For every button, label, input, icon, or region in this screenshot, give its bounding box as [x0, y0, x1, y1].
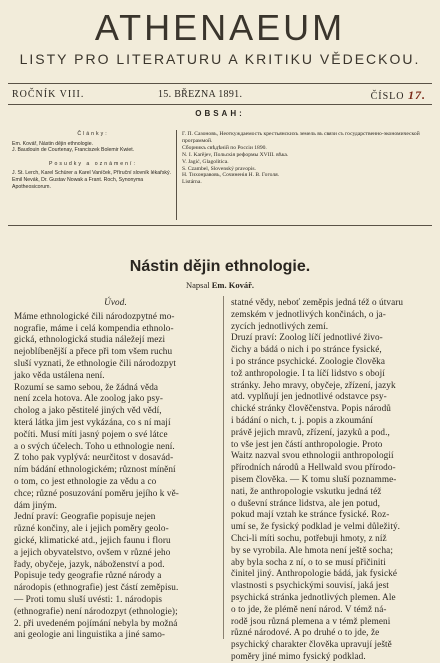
issue-number [371, 88, 426, 104]
article-column-right [231, 297, 429, 663]
top-rule [8, 83, 432, 84]
text-line: rodě jsou různá plemena a v témž plemeni [231, 615, 391, 626]
article-author: Em. Kovář. [211, 280, 254, 290]
text-line: statné vědy, neboť zeměpis jedná též o útvaru [231, 297, 404, 307]
journal-subtitle: LISTY PRO LITERATURU A KRITIKU VĚDECKOU. [19, 51, 421, 67]
text-line: aby byla socha z ní, o to se musí přičiniti [231, 556, 386, 567]
issue-number-value: 17. [408, 88, 426, 102]
text-line: ním bádání ethnologickém; různost mínění [14, 464, 176, 475]
contents-heading: OBSAH: [195, 109, 245, 118]
byline-prefix: Napsal [186, 280, 210, 290]
text-line: Chci-li míti sochu, potřebuji hmoty, z níž [231, 532, 387, 543]
text-line: nejoblíbenější a přece při tom všem ruchu [14, 346, 173, 357]
text-line: a jejich obyvatelstvo, ovšem v různé jeho [14, 546, 171, 557]
text-line: i bádání o nich, t. j. popis a zkoumání [231, 414, 373, 425]
contents-entry: S. Czambel, Slovenský pravopis. [182, 165, 256, 172]
text-line: psychický charakter člověka upravují ještě [231, 639, 392, 650]
text-line: Máme ethnologické čili národozpytné mo- [14, 310, 175, 321]
text-line: umí se, že fysický podklad je velmi důležitý. [231, 521, 401, 532]
text-line: pisem člověka. — K tomu sluší poznamme- [231, 473, 397, 484]
contents-entry: Em. Kovář, Nástin dějin ethnologie. [12, 140, 94, 147]
text-line: (ethnografie) není národozpyt (ethnologie); [14, 605, 178, 616]
text-line: různé končiny, ale i jejich poměry geolo- [14, 523, 169, 534]
contents-divider [176, 130, 177, 220]
issue-date: 15. BŘEZNA 1891. [158, 89, 243, 100]
article-byline [0, 280, 440, 290]
volume-label: ROČNÍK VIII. [12, 89, 85, 100]
text-line: tož anthropologie. I ta líčí lidstvo s obojí [231, 367, 385, 378]
contents-section-title: Články: [77, 131, 109, 137]
text-line: Waitz nazval svou ethnologii anthropologií [231, 450, 394, 461]
text-line: počíti. Musí míti jasný pojem o své látce [14, 428, 168, 439]
text-line: atd. vyplňují jen jednotlivé odstavce psy- [231, 391, 387, 402]
text-line: i po stránce psychické. Zoologie člověka [231, 355, 386, 366]
text-line: ani geologie ani linguistika a jiné samo- [14, 629, 166, 640]
text-line: pokud mají vztah ke stránce fysické. Roz- [231, 509, 390, 520]
text-line: to vše jest jen částí anthropologie. Proto [231, 438, 383, 449]
contents-section-title: Posudky a oznámení: [49, 160, 137, 167]
text-line: Druzí praví: Zoolog líčí jednotlivé živo- [231, 332, 383, 343]
text-line: národopis (ethnografie) jest částí zeměpisu. [14, 582, 179, 593]
article-title: Nástin dějin ethnologie. [129, 258, 311, 275]
contents-entry: J. Baudouin de Courtenay, Franciszek Bolemir Kwiet. [12, 147, 135, 154]
text-line: jako věda ustálena není. [14, 369, 105, 380]
text-line: stránky. Jeho mravy, obyčeje, zřízení, jazyk [231, 379, 396, 390]
contents-bottom-rule [8, 225, 432, 226]
text-line: a o svých účelech. Toho u ethnologie není. [14, 440, 175, 451]
contents-entry: N. I. Karějev, Польскія реформы XVIII. вѣка. [182, 151, 289, 158]
text-line: Jední praví: Geografie popisuje nejen [14, 511, 156, 522]
text-line: zycích jednotlivých zemí. [231, 320, 329, 331]
text-line: cholog a jako pěstitelé jiných věd vědí, [14, 405, 162, 416]
text-line: která látka jim jest vykázána, co s ní mají [14, 416, 171, 427]
text-line: vlastnosti s psychickými souvisí, jaká jest [231, 580, 389, 591]
text-line: Popisuje tedy geografie různé národy a [14, 570, 162, 581]
text-line: poměry jiné mimo fysický podklad. [231, 650, 366, 661]
text-line: gické, klimatické atd., jejich faunu i floru [14, 534, 171, 545]
text-line: chické stránky člověčenstva. Popis národů [231, 403, 391, 414]
text-line: sluší vyznati, že ethnologie čili národozpyt [14, 357, 177, 368]
text-line: činitel jiný. Anthropologie bádá, jak fysické [231, 568, 398, 579]
contents-entry: Emil Nevák, Dr. Gustav Nowak a Frant. Roch, Synonyma Apotheosicorum. [12, 176, 144, 190]
contents-right-column [182, 131, 430, 186]
text-line: Rozumí se samo sebou, že žádná věda [14, 381, 159, 392]
contents-left-column [12, 129, 174, 190]
contents-entry: J. St. Lerch, Karel Schürer a Karel Vaníček, Příruční slovník lékařský. [12, 170, 172, 177]
text-line: chce; různé posuzování poměru jejího k vě- [14, 487, 179, 498]
text-line: dám jiným. [14, 499, 57, 510]
text-line: 2. při uvedeném pojímání nebyla by možná [14, 617, 178, 628]
journal-title: ATHENAEUM [94, 7, 346, 48]
contents-entry: Н. Тихонравовъ, Сочиненія Н. В. Гоголя. [182, 172, 280, 179]
text-line: gická, ethnologická studia náležejí mezi [14, 334, 166, 345]
text-line: právě jejich mravů, zřízení, jazyků a pod., [231, 426, 390, 437]
text-line: o tom, co jest ethnologie za vědu a co [14, 475, 157, 486]
text-line: psychická stránka jednotlivých plemen. Ale [231, 591, 396, 602]
section-heading: Úvod. [104, 297, 127, 307]
issue-info [12, 88, 430, 102]
text-line: čichy a bádá o nich i po stránce fysické, [231, 344, 382, 355]
issue-rule [8, 104, 432, 105]
text-line: o to jde, že plémě není národ. V témž ná- [231, 603, 387, 614]
contents-entry: V. Jagić, Glagolitica. [182, 158, 229, 165]
text-line: přírodních národů a Hellwald svou přírodo- [231, 462, 396, 473]
text-line: — Proti tomu sluší uvésti: 1. národopis [14, 593, 163, 604]
issue-number-label: ČÍSLO [370, 91, 405, 102]
text-line: by se vyrobila. Ale hmota není ještě socha; [231, 544, 393, 555]
text-line: nati, že anthropologie vskutku jedná též [231, 485, 382, 496]
text-line: nografie, máme i celá kompendia ethnolo- [14, 322, 174, 333]
article-column-left [14, 297, 217, 641]
contents-entry: Сборникъ свѣдѣній по Россіи 1890. [182, 144, 267, 151]
text-line: řady, obyčeje, jazyk, náboženství a pod. [14, 558, 165, 569]
column-separator [223, 296, 224, 639]
contents-entry: Listárna. [182, 179, 202, 186]
text-line: není zcela hotova. Ale zoolog jako psy- [14, 393, 164, 404]
text-line: Z toho pak vyplývá: neurčitost v dosavád- [14, 452, 174, 463]
text-line: zemském v jednotlivých končinách, o ja- [231, 308, 386, 319]
text-line: různé národové. A po druhé o to jde, že [231, 627, 380, 638]
contents-entry: Г. П. Сазоновъ, Неоткуждаемость крестьянскихъ земель въ связи съ государственно-экономической программой. [182, 131, 420, 144]
text-line: o duševní stránce lidstva, ale jen potud, [231, 497, 381, 508]
